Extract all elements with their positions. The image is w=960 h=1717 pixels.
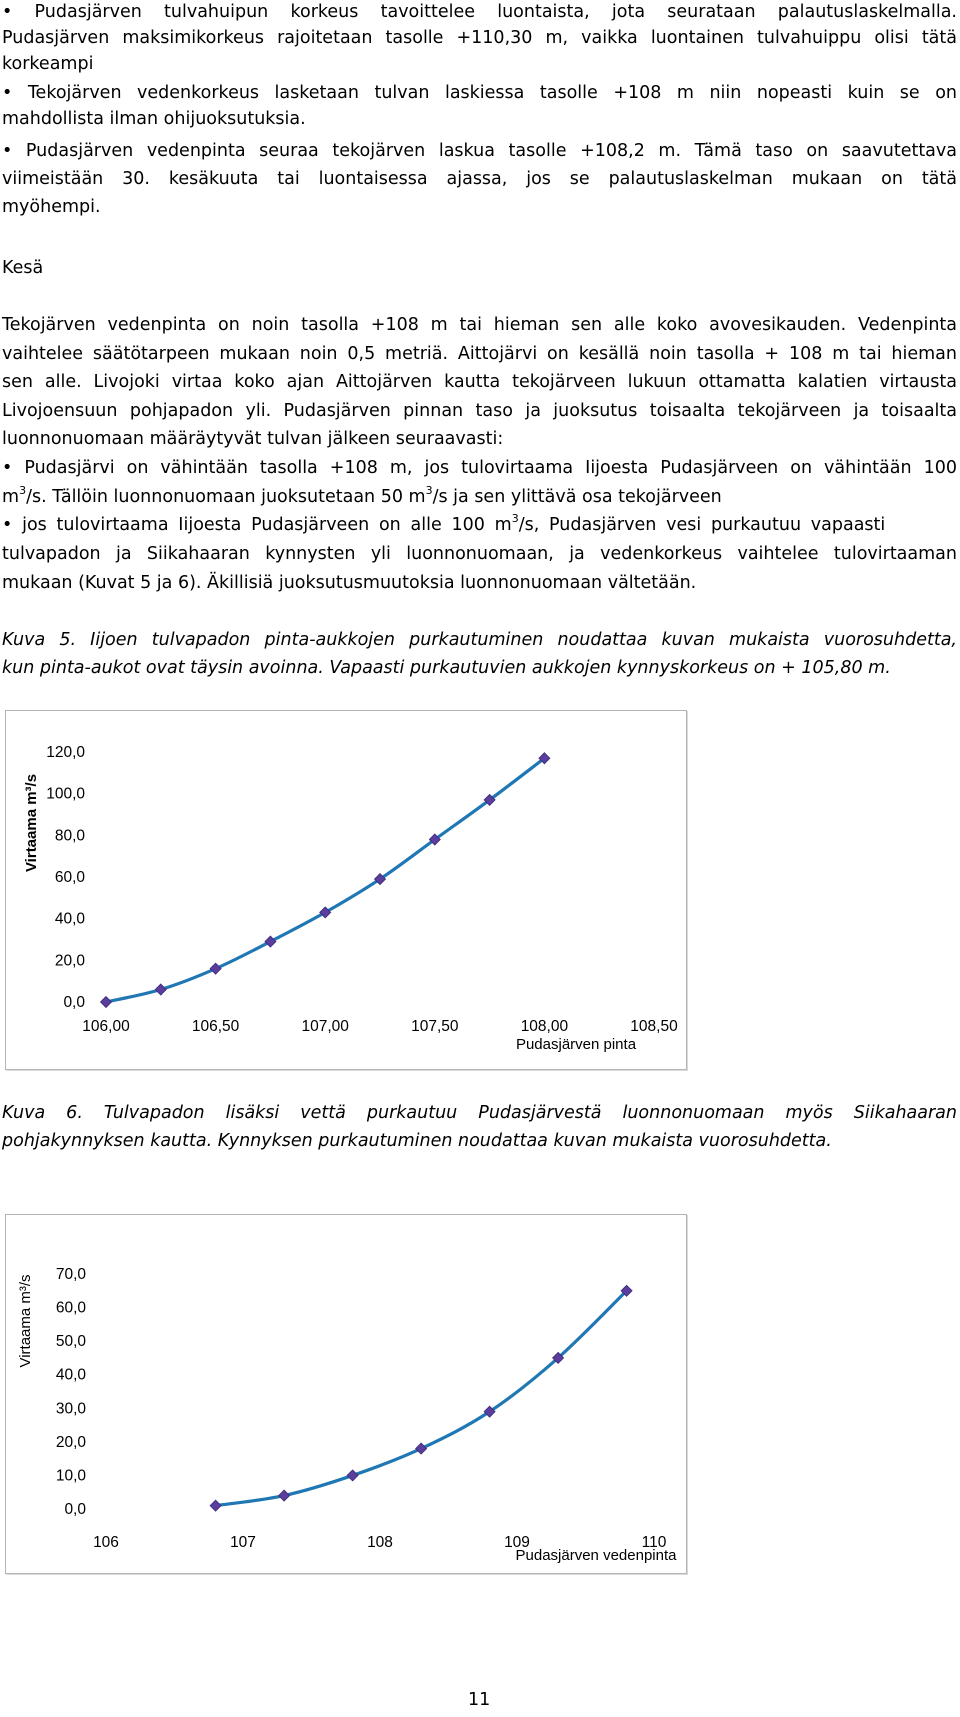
data-point <box>155 984 166 995</box>
x-tick-label: 107 <box>230 1534 256 1551</box>
text-reservoir-level-cont: mahdollista ilman ohijuoksutuksia. <box>2 109 306 129</box>
chart-figure-6 <box>5 1214 687 1574</box>
x-axis-label: Pudasjärven vedenpinta <box>515 1547 677 1564</box>
chart-figure-5 <box>5 710 687 1070</box>
series-line <box>216 1291 627 1506</box>
x-tick-label: 107,00 <box>301 1018 349 1035</box>
summer-line-10: mukaan (Kuvat 5 ja 6). Äkillisiä juoksutusmuutoksia luonnonuomaan vältetään. <box>2 573 697 593</box>
x-tick-label: 108 <box>367 1534 393 1551</box>
y-tick-label: 20,0 <box>54 952 85 970</box>
section-heading-summer: Kesä <box>2 258 44 278</box>
x-tick-label: 106,00 <box>82 1018 130 1035</box>
summer-bullet-2-text: • jos tulovirtaama Iijoesta Pudasjärveen on alle 100 m <box>2 515 512 535</box>
y-axis-label: Virtaama m³/s <box>23 773 40 873</box>
summer-line-1: Tekojärven vedenpinta on noin tasolla +108 m tai hieman sen alle koko avovesikauden. Vedenpinta <box>2 315 957 335</box>
summer-line-3: sen alle. Livojoki virtaa koko ajan Aittojärven kautta tekojärveen lukuun ottamatta kalatien virtausta <box>2 372 957 392</box>
x-tick-label: 107,50 <box>411 1018 459 1035</box>
summer-line-4: Livojoensuun pohjapadon yli. Pudasjärven pinnan taso ja juoksutus toisaalta tekojärveen ja toisaalta <box>2 401 957 421</box>
caption-figure-6-line-1: Kuva 6. Tulvapadon lisäksi vettä purkautuu Pudasjärvestä luonnonuomaan myös Siikahaaran <box>2 1103 957 1123</box>
y-tick-label: 30,0 <box>55 1400 86 1418</box>
text-max-height: Pudasjärven maksimikorkeus rajoitetaan tasolle +110,30 m, vaikka luontainen tulvahuippu olisi tätä <box>2 28 957 48</box>
summer-bullet-1: • Pudasjärvi on vähintään tasolla +108 m, jos tulovirtaama Iijoesta Pudasjärveen on vähintään 100 <box>2 458 957 478</box>
y-tick-label: 50,0 <box>55 1333 86 1351</box>
text-water-level-end: myöhempi. <box>2 197 101 217</box>
y-tick-label: 10,0 <box>55 1467 86 1485</box>
y-tick-label: 0,0 <box>63 994 85 1011</box>
x-tick-label: 109 <box>504 1534 530 1551</box>
unit-sup: 3 <box>19 484 27 497</box>
bullet-reservoir-level: • Tekojärven vedenkorkeus lasketaan tulvan laskiessa tasolle +108 m niin nopeasti kuin se on <box>2 83 957 103</box>
y-tick-label: 60,0 <box>54 869 85 886</box>
x-tick-label: 108,50 <box>630 1018 678 1035</box>
summer-bullet-1-end: /s ja sen ylittävä osa tekojärveen <box>432 487 722 507</box>
caption-figure-5-line-2: kun pinta-aukot ovat täysin avoinna. Vapaasti purkautuvien aukkojen kynnyskorkeus on + 105,80 m. <box>2 658 891 678</box>
y-tick-label: 40,0 <box>55 1366 86 1384</box>
y-axis-label: Virtaama m³/s <box>17 1274 34 1368</box>
bullet-water-level: • Pudasjärven vedenpinta seuraa tekojärven laskua tasolle +108,2 m. Tämä taso on saavutettava <box>2 141 957 161</box>
data-point <box>101 997 112 1008</box>
caption-figure-6-line-2: pohjakynnyksen kautta. Kynnyksen purkautuminen noudattaa kuvan mukaista vuorosuhdetta. <box>2 1131 832 1151</box>
x-axis-label: Pudasjärven pinta <box>515 1036 637 1053</box>
summer-bullet-2-end: /s, Pudasjärven vesi purkautuu vapaasti <box>518 515 886 535</box>
data-point <box>416 1443 427 1454</box>
page-number: 11 <box>468 1690 491 1710</box>
chart-figure-6-svg <box>6 1215 686 1573</box>
text-water-level-cont: viimeistään 30. kesäkuuta tai luontaisessa ajassa, jos se palautuslaskelman mukaan on tätä <box>2 169 957 189</box>
unit-m: m <box>2 487 20 507</box>
summer-bullet-1-text: /s. Tällöin luonnonuomaan juoksutetaan 50 m <box>26 487 426 507</box>
y-tick-label: 60,0 <box>55 1299 86 1317</box>
y-tick-label: 100,0 <box>46 785 85 803</box>
data-point <box>210 963 221 974</box>
summer-line-9: tulvapadon ja Siikahaaran kynnysten yli luonnonuomaan, ja vedenkorkeus vaihtelee tulovirtaaman <box>2 544 957 564</box>
x-tick-label: 108,00 <box>520 1018 569 1035</box>
summer-bullet-1-cont <box>2 483 957 511</box>
chart-figure-5-svg <box>6 711 686 1069</box>
summer-line-2: vaihtelee säätötarpeen mukaan noin 0,5 metriä. Aittojärvi on kesällä noin tasolla + 108 m tai hieman <box>2 344 957 364</box>
x-tick-label: 106,50 <box>191 1018 240 1035</box>
data-point <box>265 936 276 947</box>
x-tick-label: 110 <box>641 1534 667 1551</box>
data-point <box>279 1490 290 1501</box>
series-line <box>106 758 544 1002</box>
y-tick-label: 120,0 <box>46 744 85 761</box>
text-max-height-cont: korkeampi <box>2 54 94 74</box>
data-point <box>210 1500 221 1511</box>
caption-figure-5-line-1: Kuva 5. Iijoen tulvapadon pinta-aukkojen purkautuminen noudattaa kuvan mukaista vuorosuhdetta, <box>2 630 957 650</box>
data-point <box>347 1470 358 1481</box>
bullet-flood-peak: • Pudasjärven tulvahuipun korkeus tavoittelee luontaista, jota seurataan palautuslaskelmalla. <box>2 2 957 22</box>
summer-line-5: luonnonuomaan määräytyvät tulvan jälkeen seuraavasti: <box>2 429 504 449</box>
unit-sup: 3 <box>511 512 519 525</box>
y-tick-label: 0,0 <box>64 1501 86 1518</box>
x-tick-label: 106 <box>93 1534 119 1551</box>
y-tick-label: 20,0 <box>55 1433 86 1451</box>
y-tick-label: 40,0 <box>54 910 85 928</box>
unit-sup: 3 <box>425 484 433 497</box>
y-tick-label: 70,0 <box>55 1266 86 1283</box>
summer-bullet-2 <box>2 511 957 539</box>
y-tick-label: 80,0 <box>54 827 85 845</box>
